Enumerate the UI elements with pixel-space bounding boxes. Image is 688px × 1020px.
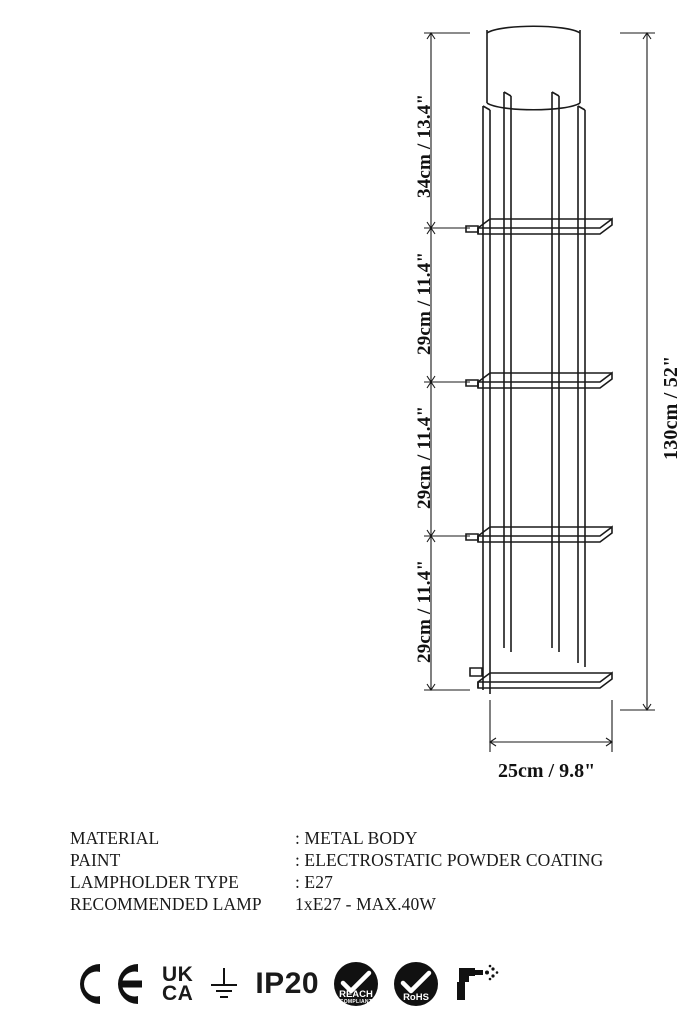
lamp-frame-posts: [483, 92, 585, 694]
spray-gun-icon: [453, 959, 499, 1009]
shelf-base: [470, 668, 612, 688]
dimension-line-total-height: [620, 33, 655, 710]
specification-table: [70, 828, 670, 916]
ukca-top-text: UK: [162, 963, 194, 986]
spec-row: [70, 850, 670, 872]
spec-key-recommended-lamp: RECOMMENDED LAMP: [70, 894, 262, 914]
ukca-mark-icon: [162, 959, 193, 1009]
rohs-badge-icon: [393, 959, 439, 1009]
spec-value-lampholder-type: : E27: [295, 872, 333, 892]
spec-key-material: MATERIAL: [70, 828, 160, 848]
spec-row: [70, 828, 670, 850]
dimension-label-width: 25cm / 9.8": [498, 760, 596, 782]
dimension-label-gap-3: 29cm / 11.4": [414, 559, 435, 663]
spec-row: [70, 894, 670, 916]
shelf-second: [466, 373, 612, 388]
dimension-line-width: [490, 700, 612, 752]
spec-value-recommended-lamp: 1xE27 - MAX.40W: [295, 894, 436, 914]
dimension-label-shade-height: 34cm / 13.4": [414, 93, 435, 198]
spec-key-paint: PAINT: [70, 850, 121, 870]
dimension-label-gap-1: 29cm / 11.4": [414, 251, 435, 355]
svg-text:RoHS: RoHS: [403, 992, 429, 1003]
ce-mark-icon: [70, 959, 148, 1009]
svg-text:COMPLIANT: COMPLIANT: [339, 999, 373, 1005]
lamp-shade: [487, 26, 580, 110]
spec-key-lampholder-type: LAMPHOLDER TYPE: [70, 872, 239, 892]
spec-value-paint: : ELECTROSTATIC POWDER COATING: [295, 850, 604, 870]
ukca-bottom-text: CA: [162, 982, 194, 1005]
ip-rating-text: IP20: [255, 967, 320, 1000]
earth-ground-icon: [207, 959, 241, 1009]
shelf-top: [466, 219, 612, 234]
shelf-third: [466, 527, 612, 542]
ip-rating-label: [255, 959, 319, 1009]
spec-row: [70, 872, 670, 894]
certification-bar: [70, 958, 630, 1010]
svg-text:REACH: REACH: [339, 989, 373, 1000]
spec-value-material: : METAL BODY: [295, 828, 418, 848]
dimension-label-gap-2: 29cm / 11.4": [414, 405, 435, 509]
dimension-label-total-height: 130cm / 52": [660, 355, 682, 460]
reach-badge-icon: [333, 959, 379, 1009]
